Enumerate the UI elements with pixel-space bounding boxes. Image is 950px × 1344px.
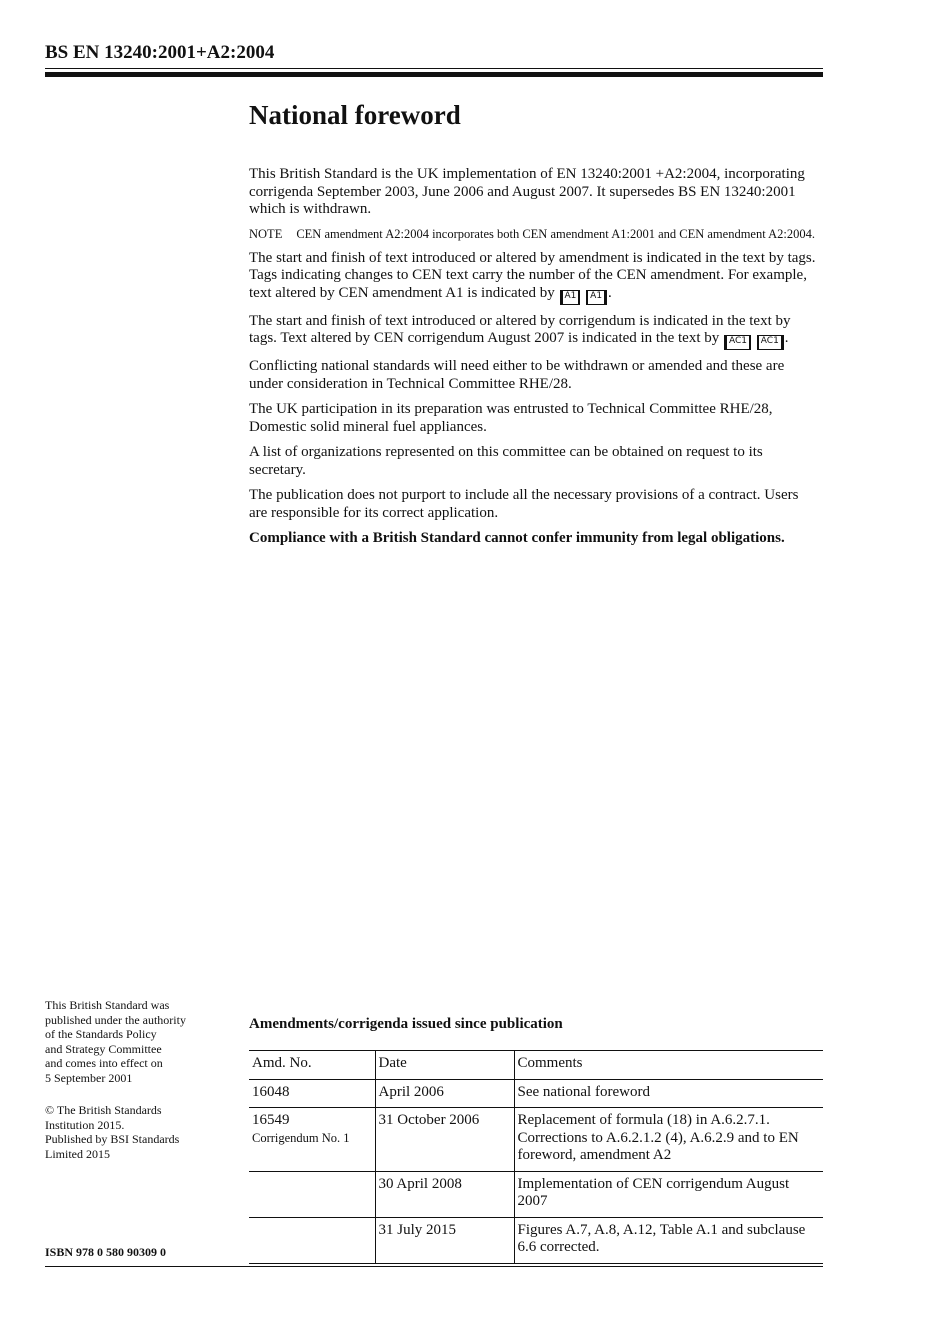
comments-cell: Replacement of formula (18) in A.6.2.7.1. Corrections to A.6.2.1.2 (4), A.6.2.9 and to EN foreword, amendment A2: [514, 1108, 823, 1172]
amd-no-cell: [249, 1108, 375, 1172]
paragraph-corrigendum-tags: The start and finish of text introduced or altered by corrigendum is indicated in the text by tags. Text altered by CEN corrigendum August 2007 is indicated in the text by AC1 AC1 .: [249, 313, 817, 351]
publication-authority: This British Standard was published under the authority of the Standards Policy and Strategy Committee and comes into effect on 5 September 2001: [45, 998, 186, 1085]
table-header-row: [249, 1051, 823, 1080]
paragraph-provisions: The publication does not purport to include all the necessary provisions of a contract. Users are responsible for its correct application.: [249, 487, 799, 521]
date-cell: 30 April 2008: [375, 1171, 514, 1217]
table-row: [249, 1108, 823, 1172]
table-row: [249, 1171, 823, 1217]
amd-no-cell: [249, 1079, 375, 1108]
isbn: ISBN 978 0 580 90309 0: [45, 1245, 167, 1259]
amendments-table: [249, 1050, 823, 1264]
table-row: [249, 1079, 823, 1108]
corrigendum-end-tag: AC1: [757, 335, 784, 350]
amd-number: 16549: [252, 1112, 290, 1128]
amd-no-cell: [249, 1217, 375, 1263]
copyright-notice: © The British Standards Institution 2015. Published by BSI Standards Limited 2015: [45, 1103, 180, 1161]
amd-no-cell: [249, 1171, 375, 1217]
corrigendum-tags-text: The start and finish of text introduced or altered by corrigendum is indicated in the text by tags. Text altered by CEN corrigendum August 2007 is indicated in the text by: [249, 312, 791, 346]
paragraph-amendment-tags: The start and finish of text introduced or altered by amendment is indicated in the text by tags. Tags indicating changes to CEN text carry the number of the CEN amendment. For example, text altered by CEN amendment A1 is indicated by A1 A1 .: [249, 250, 817, 305]
corrigendum-start-tag: AC1: [724, 335, 751, 350]
amendments-heading: Amendments/corrigenda issued since publication: [249, 1016, 563, 1032]
amd-subtitle: Corrigendum No. 1: [252, 1130, 350, 1145]
column-header-comments: Comments: [514, 1051, 823, 1080]
header-rule-thick: [45, 72, 823, 77]
amd-number: 16048: [252, 1083, 290, 1100]
column-header-amd-no: Amd. No.: [249, 1051, 375, 1080]
paragraph-implementation: This British Standard is the UK implementation of EN 13240:2001 +A2:2004, incorporating corrigenda September 2003, June 2006 and August 2007. It supersedes BS EN 13240:2001 which is withdrawn.: [249, 166, 805, 217]
note: [249, 227, 817, 242]
comments-cell: See national foreword: [514, 1079, 823, 1108]
document-id: BS EN 13240:2001+A2:2004: [45, 42, 275, 63]
table-row: [249, 1217, 823, 1263]
note-label: NOTE: [249, 226, 283, 241]
page-title: National foreword: [249, 100, 461, 130]
amendment-start-tag: A1: [560, 290, 581, 305]
date-cell: April 2006: [375, 1079, 514, 1108]
date-cell: 31 October 2006: [375, 1108, 514, 1172]
header-rule-thin: [45, 68, 823, 69]
date-cell: 31 July 2015: [375, 1217, 514, 1263]
comments-cell: Implementation of CEN corrigendum August 2007: [514, 1171, 823, 1217]
paragraph-committee-list: A list of organizations represented on this committee can be obtained on request to its secretary.: [249, 444, 763, 478]
foreword-body: [249, 166, 817, 556]
comments-cell: Figures A.7, A.8, A.12, Table A.1 and subclause 6.6 corrected.: [514, 1217, 823, 1263]
amendment-tags-text: The start and finish of text introduced or altered by amendment is indicated in the text by tags. Tags indicating changes to CEN text carry the number of the CEN amendment. For example, text altered by CEN amendment A1 is indicated by: [249, 249, 816, 301]
publication-sidebar: [45, 998, 235, 1179]
footer-rule: [45, 1266, 823, 1267]
paragraph-compliance: Compliance with a British Standard cannot confer immunity from legal obligations.: [249, 530, 785, 546]
note-text: CEN amendment A2:2004 incorporates both CEN amendment A1:2001 and CEN amendment A2:2004.: [296, 226, 815, 241]
amendment-end-tag: A1: [586, 290, 607, 305]
paragraph-conflicting-standards: Conflicting national standards will need either to be withdrawn or amended and these are under consideration in Technical Committee RHE/28.: [249, 358, 785, 392]
paragraph-uk-participation: The UK participation in its preparation was entrusted to Technical Committee RHE/28, Domestic solid mineral fuel appliances.: [249, 401, 773, 435]
column-header-date: Date: [375, 1051, 514, 1080]
